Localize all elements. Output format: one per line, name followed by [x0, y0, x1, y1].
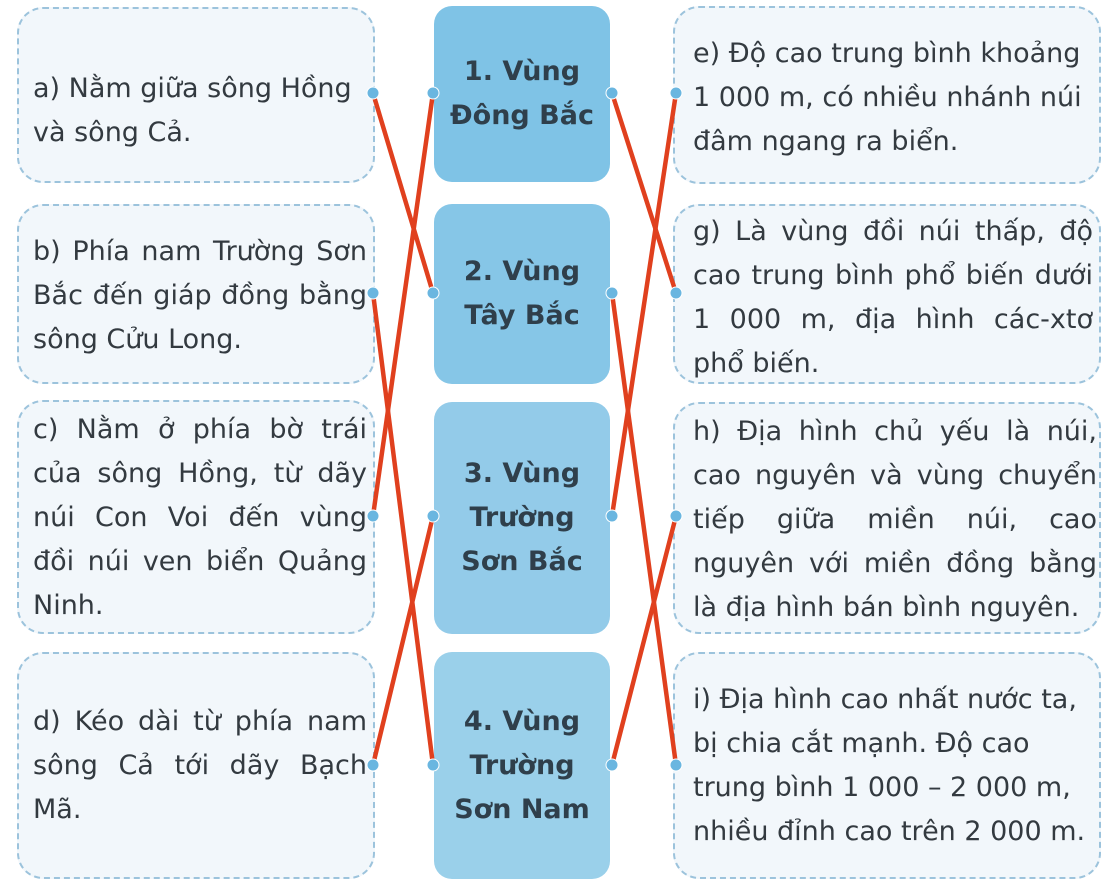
connector-2-i	[612, 293, 676, 765]
region-box-3: 3. Vùng Trường Sơn Bắc	[434, 402, 610, 634]
left-card-a-text: a) Nằm giữa sông Hồng và sông Cả.	[33, 73, 352, 148]
connector-dot-d	[367, 759, 379, 771]
connector-dot-1L	[427, 87, 439, 99]
region-box-4: 4. Vùng Trường Sơn Nam	[434, 652, 610, 879]
left-card-c-text: c) Nằm ở phía bờ trái của sông Hồng, từ dãy núi Con Voi đến vùng đồi núi ven biển Quảng Ninh.	[33, 414, 367, 621]
right-card-g-text: g) Là vùng đồi núi thấp, độ cao trung bình phổ biến dưới 1 000 m, địa hình các-xtơ phổ biến.	[693, 216, 1093, 379]
connector-dot-4L	[427, 759, 439, 771]
connector-1-g	[612, 93, 676, 293]
left-card-d-text: d) Kéo dài từ phía nam sông Cả tới dãy Bạch Mã.	[33, 706, 367, 825]
connector-c-1	[373, 93, 433, 516]
connector-d-3	[373, 516, 433, 765]
connector-b-4	[373, 293, 433, 765]
connector-dot-3R	[606, 510, 618, 522]
connector-3-e	[612, 93, 676, 516]
connector-dot-b	[367, 287, 379, 299]
connector-dot-e	[670, 87, 682, 99]
connector-dot-2R	[606, 287, 618, 299]
connector-dot-i	[670, 759, 682, 771]
connector-dot-g	[670, 287, 682, 299]
left-card-b-text: b) Phía nam Trường Sơn Bắc đến giáp đồng bằng sông Cửu Long.	[33, 236, 367, 355]
connector-4-h	[612, 516, 676, 765]
connector-a-2	[373, 93, 433, 293]
right-card-h-text: h) Địa hình chủ yếu là núi, cao nguyên và vùng chuyển tiếp giữa miền núi, cao nguyên với miền đồng bằng là địa hình bán bình nguyên.	[693, 416, 1097, 623]
right-card-e-text: e) Độ cao trung bình khoảng 1 000 m, có nhiều nhánh núi đâm ngang ra biển.	[693, 38, 1082, 157]
connector-dot-3L	[427, 510, 439, 522]
connector-dot-a	[367, 87, 379, 99]
connector-dot-c	[367, 510, 379, 522]
region-box-2: 2. Vùng Tây Bắc	[434, 204, 610, 384]
connector-dot-h	[670, 510, 682, 522]
region-box-1: 1. Vùng Đông Bắc	[434, 6, 610, 182]
connector-dot-4R	[606, 759, 618, 771]
connector-dot-1R	[606, 87, 618, 99]
right-card-i-text: i) Địa hình cao nhất nước ta, bị chia cắt mạnh. Độ cao trung bình 1 000 – 2 000 m, nhiều đỉnh cao trên 2 000 m.	[693, 684, 1086, 847]
connector-dot-2L	[427, 287, 439, 299]
